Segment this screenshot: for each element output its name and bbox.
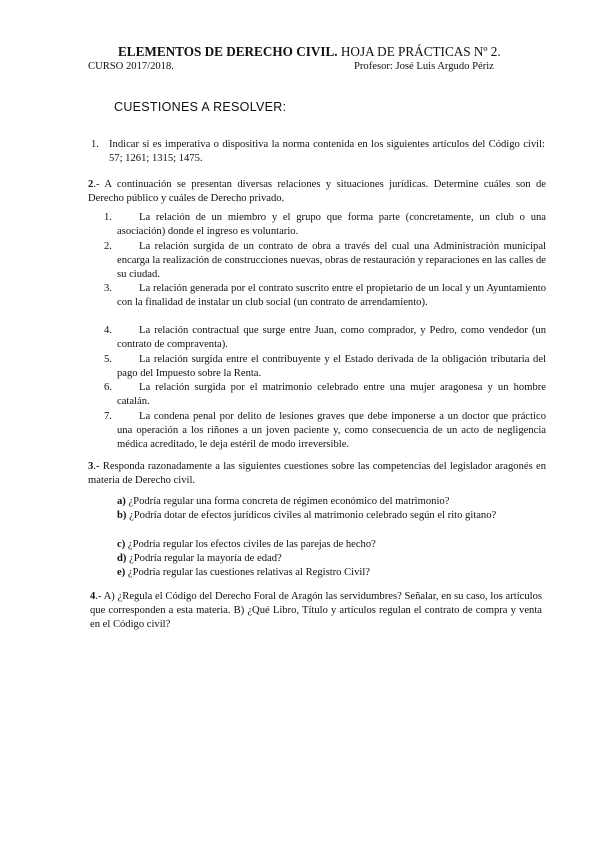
q3-subitem-letter: b)	[117, 510, 127, 521]
q2-item-number: 7.	[104, 411, 112, 422]
q3-subitem-text: ¿Podría regular los efectos civiles de las parejas de hecho?	[127, 539, 376, 550]
title-bold: ELEMENTOS DE DERECHO CIVIL.	[118, 44, 338, 59]
q2-item-number: 6.	[104, 382, 112, 393]
q4-text: .- A) ¿Regula el Código del Derecho Foral de Aragón las servidumbres? Señalar, en su caso, los artículos que corresponden a esta materia. B) ¿Qué Libro, Título y artículos regulan el contrato de compra y venta en el Código civil?	[90, 591, 542, 631]
q1-text: Indicar si es imperativa o dispositiva la norma contenida en los siguientes artículos del Código civil: 57; 1261; 1315; 1475.	[109, 139, 545, 165]
title-rest: HOJA DE PRÁCTICAS Nº 2.	[340, 44, 501, 59]
q3-number: 3	[88, 461, 94, 472]
q3-subitem	[117, 538, 546, 552]
q3-subitem	[117, 552, 546, 566]
q3-intro-text: .- Responda razonadamente a las siguientes cuestiones sobre las competencias del legislador aragonés en materia de Derecho civil.	[88, 461, 546, 487]
q2-item: La relación de un miembro y el grupo que forma parte (concretamente, un club o una asociación) donde el ingreso es voluntario.	[117, 212, 546, 238]
q3-subitem	[117, 509, 546, 523]
q3-subitem	[117, 566, 546, 580]
q3-subitem-letter: c)	[117, 539, 126, 550]
q2-intro	[88, 178, 546, 206]
q3-subitem-letter: e)	[117, 567, 126, 578]
q3-subitem-letter: a)	[117, 496, 126, 507]
q3-subitem-text: ¿Podría regular las cuestiones relativas al Registro Civil?	[127, 567, 371, 578]
q2-item-number: 4.	[104, 325, 112, 336]
q2-item: La relación surgida entre el contribuyente y el Estado derivada de la obligación tributaria del pago del Impuesto sobre la Renta.	[117, 354, 546, 380]
q4-text-block	[90, 590, 542, 633]
document-title	[118, 44, 501, 60]
q2-intro-text: .- A continuación se presentan diversas relaciones y situaciones jurídicas. Determine cuáles son de Derecho público y cuáles de Derecho privado.	[88, 179, 546, 205]
professor-label: Profesor: José Luis Argudo Périz	[354, 61, 494, 72]
q1-number: 1.	[91, 139, 99, 150]
q2-item: La relación surgida por el matrimonio celebrado entre una mujer aragonesa y un hombre catalán.	[117, 382, 546, 408]
q2-item: La condena penal por delito de lesiones graves que debe imponerse a un doctor que práctico una operación a los riñones a un joven paciente y, como consecuencia de un acto de negligencia médica acreditado, le deja estéril de modo irreversible.	[117, 411, 546, 451]
q4-number: 4	[90, 591, 96, 602]
q3-subitem-text: ¿Podría regular una forma concreta de régimen económico del matrimonio?	[128, 496, 450, 507]
section-subtitle: CUESTIONES A RESOLVER:	[114, 100, 287, 114]
q2-number: 2	[88, 179, 94, 190]
q2-item: La relación generada por el contrato suscrito entre el propietario de un local y un Ayuntamiento con la finalidad de instalar un club social (un contrato de arrendamiento).	[117, 283, 546, 309]
q2-item-number: 1.	[104, 212, 112, 223]
q2-item: La relación surgida de un contrato de obra a través del cual una Administración municipal encarga la realización de construcciones nuevas, obras de restauración y reparaciones en las calles de su ciudad.	[117, 241, 546, 281]
q3-subitem-text: ¿Podría dotar de efectos jurídicos civiles al matrimonio celebrado según el rito gitano?	[129, 510, 497, 521]
q3-subitem-text: ¿Podría regular la mayoría de edad?	[129, 553, 282, 564]
q3-subitem	[117, 495, 546, 509]
q2-item-number: 2.	[104, 241, 112, 252]
q2-item-number: 5.	[104, 354, 112, 365]
q3-subitem-letter: d)	[117, 553, 127, 564]
course-label: CURSO 2017/2018.	[88, 61, 174, 72]
q2-item: La relación contractual que surge entre Juan, como comprador, y Pedro, como vendedor (un contrato de compraventa).	[117, 325, 546, 351]
q3-intro	[88, 460, 546, 488]
q2-item-number: 3.	[104, 283, 112, 294]
